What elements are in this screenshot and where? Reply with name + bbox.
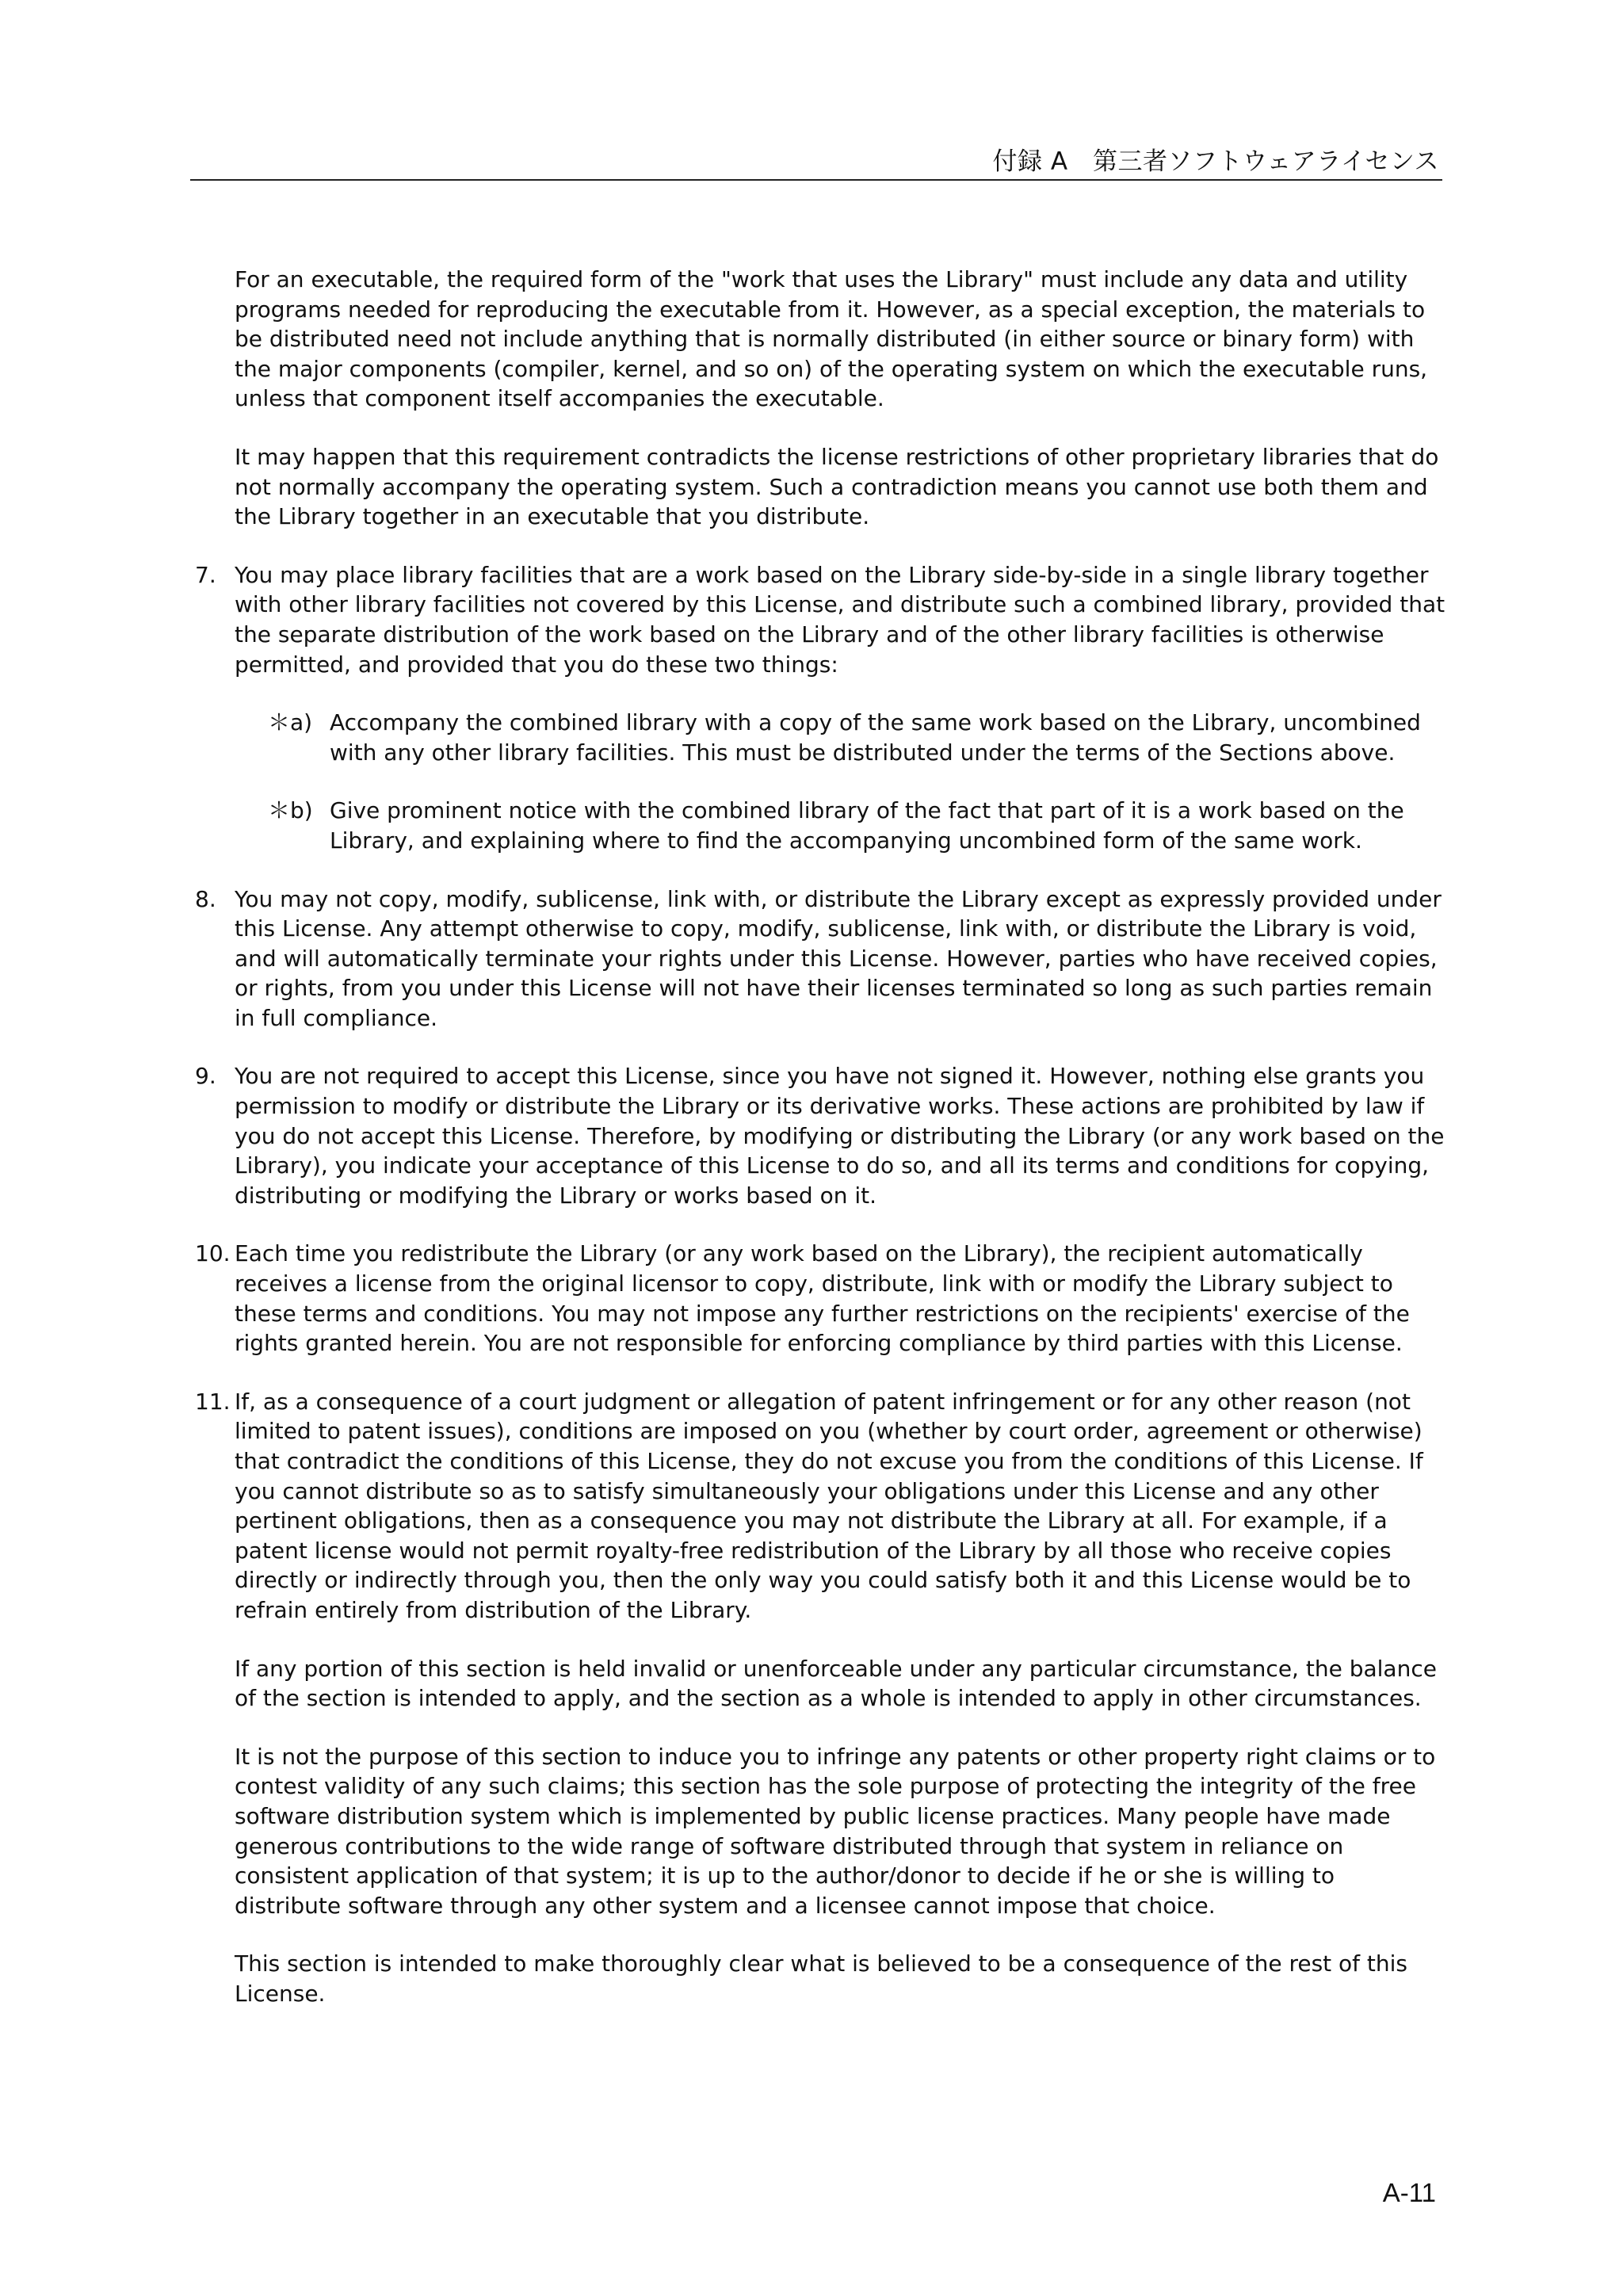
- sub-item-marker: ＊a): [268, 709, 313, 736]
- page-header: [190, 139, 1442, 181]
- section-8: [195, 884, 1447, 1033]
- section-number: 9.: [195, 1063, 216, 1090]
- section-11: [195, 1387, 1447, 1626]
- sub-item-a: [195, 708, 1447, 767]
- section-9: [195, 1061, 1447, 1210]
- intro-paragraph-contradiction: It may happen that this requirement contradicts the license restrictions of other proprietary libraries that do not normally accompany the operating system. Such a contradiction means you cannot use both them and the Library together in an executable that you distribute.: [235, 443, 1439, 530]
- sub-item-text: Give prominent notice with the combined library of the fact that part of it is a work based on the Library, and explaining where to find the accompanying uncombined form of the same work.: [330, 797, 1404, 854]
- intro-paragraph-executable: For an executable, the required form of the "work that uses the Library" must include any data and utility programs needed for reproducing the executable from it. However, as a special exception, the materials to be distributed need not include anything that is normally distributed (in either source or binary form) with the major components (compiler, kernel, and so on) of the operating system on which the executable runs, unless that component itself accompanies the executable.: [235, 266, 1428, 412]
- page-number: A-11: [1382, 2178, 1436, 2207]
- section-number: 11.: [195, 1388, 231, 1415]
- document-body: [195, 265, 1447, 2038]
- section-11-paragraph-invalid-portion: If any portion of this section is held invalid or unenforceable under any particular circumstance, the balance of the section is intended to apply, and the section as a whole is intended to apply in other circumstances.: [235, 1655, 1437, 1712]
- section-11-paragraph-clarification: This section is intended to make thoroughly clear what is believed to be a consequence of the rest of this License.: [235, 1950, 1408, 2007]
- section-7: [195, 560, 1447, 679]
- sub-item-text: Accompany the combined library with a copy of the same work based on the Library, uncombined with any other library facilities. This must be distributed under the terms of the Sections above.: [330, 709, 1421, 766]
- sub-item-marker: ＊b): [268, 797, 313, 824]
- section-number: 10.: [195, 1240, 231, 1267]
- section-text: You may place library facilities that are a work based on the Library side-by-side in a single library together with other library facilities not covered by this License, and distribute such a combined library, provided that the separate distribution of the work based on the Library and of the other library facilities is otherwise permitted, and provided that you do these two things:: [235, 561, 1445, 678]
- section-text: Each time you redistribute the Library (or any work based on the Library), the recipient automatically receives a license from the original licensor to copy, distribute, link with or modify the Library subject to these terms and conditions. You may not impose any further restrictions on the recipients' exercise of the rights granted herein. You are not responsible for enforcing compliance by third parties with this License.: [235, 1240, 1410, 1357]
- section-text: If, as a consequence of a court judgment or allegation of patent infringement or for any other reason (not limited to patent issues), conditions are imposed on you (whether by court order, agreement or otherwise) that contradict the conditions of this License, they do not excuse you from the conditions of this License. If you cannot distribute so as to satisfy simultaneously your obligations under this License and any other pertinent obligations, then as a consequence you may not distribute the Library at all. For example, if a patent license would not permit royalty-free redistribution of the Library by all those who receive copies directly or indirectly through you, then the only way you could satisfy both it and this License would be to refrain entirely from distribution of the Library.: [235, 1388, 1423, 1623]
- section-number: 7.: [195, 561, 216, 588]
- section-text: You are not required to accept this License, since you have not signed it. However, nothing else grants you permission to modify or distribute the Library or its derivative works. These actions are prohibited by law if you do not accept this License. Therefore, by modifying or distributing the Library (or any work based on the Library), you indicate your acceptance of this License to do so, and all its terms and conditions for copying, distributing or modifying the Library or works based on it.: [235, 1063, 1445, 1209]
- sub-item-b: [195, 796, 1447, 855]
- section-text: You may not copy, modify, sublicense, link with, or distribute the Library except as expressly provided under this License. Any attempt otherwise to copy, modify, sublicense, link with, or distribute the Library is void, and will automatically terminate your rights under this License. However, parties who have received copies, or rights, from you under this License will not have their licenses terminated so long as such parties remain in full compliance.: [235, 885, 1442, 1031]
- header-title: 付録 A 第三者ソフトウェアライセンス: [992, 147, 1439, 176]
- section-10: [195, 1239, 1447, 1358]
- section-number: 8.: [195, 885, 216, 912]
- section-11-paragraph-purpose: It is not the purpose of this section to induce you to infringe any patents or other property right claims or to contest validity of any such claims; this section has the sole purpose of protecting the integrity of the free software distribution system which is implemented by public license practices. Many people have made generous contributions to the wide range of software distributed through that system in reliance on consistent application of that system; it is up to the author/donor to decide if he or she is willing to distribute software through any other system and a licensee cannot impose that choice.: [235, 1743, 1436, 1919]
